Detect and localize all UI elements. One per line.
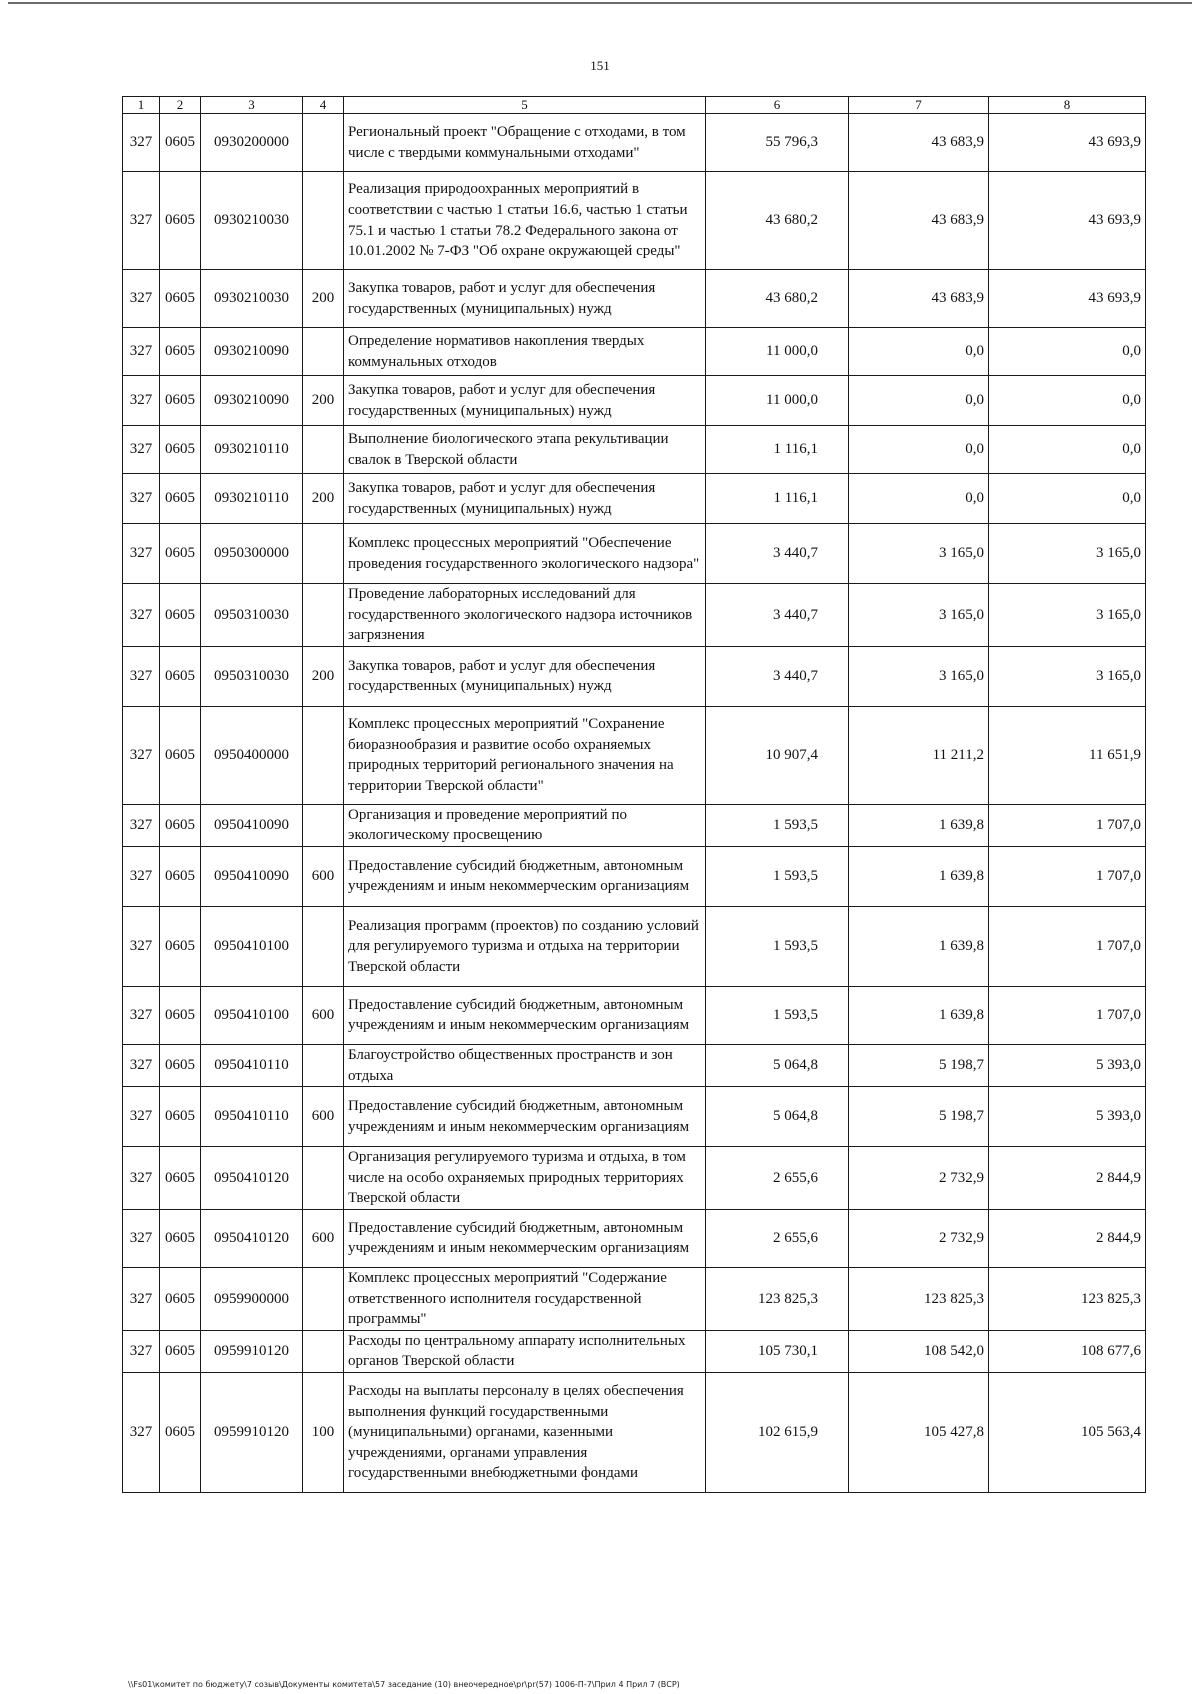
cell-target-article: 0950400000	[201, 706, 303, 804]
table-row	[123, 524, 1146, 584]
table-row	[123, 1087, 1146, 1147]
cell-section-code: 0605	[160, 524, 201, 584]
cell-description: Комплекс процессных мероприятий "Сохранение биоразнообразия и развитие особо охраняемых природных территорий регионального значения на территории Тверской области"	[344, 706, 706, 804]
cell-amount-col6: 5 064,8	[706, 1087, 849, 1147]
cell-description: Благоустройство общественных пространств и зон отдыха	[344, 1044, 706, 1086]
column-number-row	[123, 97, 1146, 114]
cell-amount-col7: 3 165,0	[849, 524, 989, 584]
cell-description: Закупка товаров, работ и услуг для обеспечения государственных (муниципальных) нужд	[344, 646, 706, 706]
cell-section-code: 0605	[160, 706, 201, 804]
table-row	[123, 1330, 1146, 1372]
cell-ministry-code: 327	[123, 846, 160, 906]
cell-expense-type	[303, 426, 344, 474]
table-row	[123, 804, 1146, 846]
cell-target-article: 0930210030	[201, 172, 303, 270]
cell-amount-col8: 1 707,0	[989, 906, 1146, 986]
table-row	[123, 1044, 1146, 1086]
cell-amount-col8: 43 693,9	[989, 114, 1146, 172]
cell-amount-col6: 10 907,4	[706, 706, 849, 804]
cell-amount-col6: 1 593,5	[706, 846, 849, 906]
cell-target-article: 0959900000	[201, 1267, 303, 1330]
cell-amount-col7: 0,0	[849, 474, 989, 524]
cell-section-code: 0605	[160, 1209, 201, 1267]
cell-section-code: 0605	[160, 1330, 201, 1372]
cell-amount-col8: 0,0	[989, 328, 1146, 376]
cell-ministry-code: 327	[123, 1087, 160, 1147]
cell-expense-type	[303, 1267, 344, 1330]
cell-amount-col8: 0,0	[989, 474, 1146, 524]
cell-amount-col6: 3 440,7	[706, 646, 849, 706]
cell-description: Определение нормативов накопления твердых коммунальных отходов	[344, 328, 706, 376]
cell-target-article: 0930210110	[201, 474, 303, 524]
cell-target-article: 0950410110	[201, 1087, 303, 1147]
cell-amount-col7: 0,0	[849, 426, 989, 474]
cell-target-article: 0950410110	[201, 1044, 303, 1086]
cell-amount-col8: 3 165,0	[989, 584, 1146, 647]
cell-ministry-code: 327	[123, 270, 160, 328]
cell-section-code: 0605	[160, 1267, 201, 1330]
cell-amount-col6: 1 116,1	[706, 474, 849, 524]
cell-expense-type: 600	[303, 846, 344, 906]
cell-description: Реализация природоохранных мероприятий в соответствии с частью 1 статьи 16.6, частью 1 статьи 75.1 и частью 1 статьи 78.2 Федерального закона от 10.01.2002 № 7-ФЗ "Об охране окружающей среды"	[344, 172, 706, 270]
cell-ministry-code: 327	[123, 1147, 160, 1210]
cell-ministry-code: 327	[123, 646, 160, 706]
cell-section-code: 0605	[160, 1087, 201, 1147]
cell-ministry-code: 327	[123, 1209, 160, 1267]
column-header-7: 7	[849, 97, 989, 114]
cell-ministry-code: 327	[123, 1372, 160, 1492]
cell-description: Закупка товаров, работ и услуг для обеспечения государственных (муниципальных) нужд	[344, 474, 706, 524]
table-row	[123, 706, 1146, 804]
cell-description: Закупка товаров, работ и услуг для обеспечения государственных (муниципальных) нужд	[344, 376, 706, 426]
cell-amount-col6: 43 680,2	[706, 172, 849, 270]
cell-target-article: 0950310030	[201, 584, 303, 647]
cell-expense-type	[303, 328, 344, 376]
cell-section-code: 0605	[160, 426, 201, 474]
cell-ministry-code: 327	[123, 1044, 160, 1086]
cell-section-code: 0605	[160, 906, 201, 986]
cell-amount-col8: 123 825,3	[989, 1267, 1146, 1330]
cell-target-article: 0950410100	[201, 986, 303, 1044]
table-body	[123, 97, 1146, 1493]
cell-amount-col8: 1 707,0	[989, 804, 1146, 846]
cell-amount-col8: 0,0	[989, 376, 1146, 426]
column-header-2: 2	[160, 97, 201, 114]
cell-description: Проведение лабораторных исследований для государственного экологического надзора источников загрязнения	[344, 584, 706, 647]
table-row	[123, 1372, 1146, 1492]
table-row	[123, 172, 1146, 270]
cell-target-article: 0950410120	[201, 1209, 303, 1267]
cell-description: Комплекс процессных мероприятий "Содержание ответственного исполнителя государственной программы"	[344, 1267, 706, 1330]
cell-amount-col8: 105 563,4	[989, 1372, 1146, 1492]
cell-description: Предоставление субсидий бюджетным, автономным учреждениям и иным некоммерческим организациям	[344, 986, 706, 1044]
cell-amount-col7: 3 165,0	[849, 584, 989, 647]
cell-amount-col8: 0,0	[989, 426, 1146, 474]
cell-expense-type	[303, 906, 344, 986]
table-row	[123, 474, 1146, 524]
cell-amount-col7: 5 198,7	[849, 1087, 989, 1147]
cell-ministry-code: 327	[123, 584, 160, 647]
cell-expense-type: 200	[303, 270, 344, 328]
file-path-footer: \\Fs01\комитет по бюджету\7 созыв\Документы комитета\57 заседание (10) внеочередное\pr\pr(57) 1006-П-7\Прил 4 Прил 7 (ВСР)	[128, 1680, 680, 1689]
cell-ministry-code: 327	[123, 114, 160, 172]
cell-target-article: 0950300000	[201, 524, 303, 584]
cell-amount-col7: 3 165,0	[849, 646, 989, 706]
cell-amount-col6: 1 593,5	[706, 986, 849, 1044]
cell-amount-col8: 3 165,0	[989, 524, 1146, 584]
cell-description: Предоставление субсидий бюджетным, автономным учреждениям и иным некоммерческим организациям	[344, 1209, 706, 1267]
table-row	[123, 584, 1146, 647]
cell-expense-type: 200	[303, 474, 344, 524]
cell-target-article: 0959910120	[201, 1372, 303, 1492]
cell-target-article: 0930210030	[201, 270, 303, 328]
cell-amount-col6: 1 593,5	[706, 906, 849, 986]
cell-amount-col8: 43 693,9	[989, 172, 1146, 270]
cell-target-article: 0930200000	[201, 114, 303, 172]
cell-ministry-code: 327	[123, 376, 160, 426]
cell-section-code: 0605	[160, 804, 201, 846]
cell-section-code: 0605	[160, 986, 201, 1044]
cell-amount-col7: 43 683,9	[849, 172, 989, 270]
cell-amount-col6: 2 655,6	[706, 1209, 849, 1267]
table-row	[123, 1267, 1146, 1330]
cell-amount-col8: 1 707,0	[989, 846, 1146, 906]
cell-amount-col7: 105 427,8	[849, 1372, 989, 1492]
cell-amount-col7: 1 639,8	[849, 804, 989, 846]
cell-target-article: 0930210110	[201, 426, 303, 474]
cell-amount-col8: 2 844,9	[989, 1147, 1146, 1210]
table-row	[123, 646, 1146, 706]
budget-table	[122, 96, 1146, 1493]
cell-expense-type: 200	[303, 646, 344, 706]
cell-expense-type: 100	[303, 1372, 344, 1492]
cell-description: Реализация программ (проектов) по созданию условий для регулируемого туризма и отдыха на территории Тверской области	[344, 906, 706, 986]
cell-expense-type	[303, 1330, 344, 1372]
cell-amount-col6: 3 440,7	[706, 524, 849, 584]
cell-amount-col6: 3 440,7	[706, 584, 849, 647]
cell-expense-type	[303, 172, 344, 270]
page-number: 151	[590, 58, 610, 73]
cell-amount-col7: 43 683,9	[849, 270, 989, 328]
cell-amount-col6: 5 064,8	[706, 1044, 849, 1086]
cell-expense-type	[303, 114, 344, 172]
cell-amount-col8: 3 165,0	[989, 646, 1146, 706]
cell-expense-type	[303, 1147, 344, 1210]
cell-description: Выполнение биологического этапа рекультивации свалок в Тверской области	[344, 426, 706, 474]
cell-description: Предоставление субсидий бюджетным, автономным учреждениям и иным некоммерческим организациям	[344, 1087, 706, 1147]
cell-expense-type	[303, 804, 344, 846]
cell-amount-col7: 1 639,8	[849, 986, 989, 1044]
column-header-3: 3	[201, 97, 303, 114]
column-header-8: 8	[989, 97, 1146, 114]
cell-expense-type	[303, 706, 344, 804]
cell-section-code: 0605	[160, 1044, 201, 1086]
table-row	[123, 426, 1146, 474]
cell-description: Предоставление субсидий бюджетным, автономным учреждениям и иным некоммерческим организациям	[344, 846, 706, 906]
table-row	[123, 376, 1146, 426]
cell-section-code: 0605	[160, 1147, 201, 1210]
cell-section-code: 0605	[160, 846, 201, 906]
cell-amount-col6: 11 000,0	[706, 376, 849, 426]
cell-target-article: 0950410090	[201, 846, 303, 906]
cell-expense-type: 600	[303, 1209, 344, 1267]
cell-amount-col7: 5 198,7	[849, 1044, 989, 1086]
cell-expense-type: 600	[303, 986, 344, 1044]
cell-target-article: 0950410100	[201, 906, 303, 986]
cell-ministry-code: 327	[123, 524, 160, 584]
cell-amount-col6: 2 655,6	[706, 1147, 849, 1210]
cell-section-code: 0605	[160, 474, 201, 524]
cell-expense-type	[303, 524, 344, 584]
cell-amount-col8: 5 393,0	[989, 1044, 1146, 1086]
cell-amount-col8: 5 393,0	[989, 1087, 1146, 1147]
cell-target-article: 0930210090	[201, 328, 303, 376]
cell-section-code: 0605	[160, 646, 201, 706]
table-row	[123, 114, 1146, 172]
table-row	[123, 1147, 1146, 1210]
cell-description: Региональный проект "Обращение с отходами, в том числе с твердыми коммунальными отходами"	[344, 114, 706, 172]
cell-amount-col8: 1 707,0	[989, 986, 1146, 1044]
cell-amount-col7: 1 639,8	[849, 906, 989, 986]
cell-amount-col7: 123 825,3	[849, 1267, 989, 1330]
cell-amount-col8: 11 651,9	[989, 706, 1146, 804]
scan-edge-line	[8, 2, 1192, 4]
cell-description: Расходы на выплаты персоналу в целях обеспечения выполнения функций государственными (муниципальными) органами, казенными учреждениями, органами управления государственными внебюджетными фондами	[344, 1372, 706, 1492]
cell-ministry-code: 327	[123, 1267, 160, 1330]
cell-target-article: 0930210090	[201, 376, 303, 426]
table-row	[123, 1209, 1146, 1267]
cell-amount-col6: 1 593,5	[706, 804, 849, 846]
cell-section-code: 0605	[160, 1372, 201, 1492]
cell-ministry-code: 327	[123, 474, 160, 524]
cell-expense-type: 200	[303, 376, 344, 426]
cell-section-code: 0605	[160, 270, 201, 328]
cell-expense-type	[303, 584, 344, 647]
table-row	[123, 270, 1146, 328]
cell-amount-col6: 11 000,0	[706, 328, 849, 376]
cell-section-code: 0605	[160, 328, 201, 376]
column-header-5: 5	[344, 97, 706, 114]
cell-ministry-code: 327	[123, 906, 160, 986]
cell-amount-col6: 55 796,3	[706, 114, 849, 172]
table-row	[123, 846, 1146, 906]
cell-amount-col7: 1 639,8	[849, 846, 989, 906]
cell-section-code: 0605	[160, 376, 201, 426]
column-header-4: 4	[303, 97, 344, 114]
cell-section-code: 0605	[160, 114, 201, 172]
cell-expense-type: 600	[303, 1087, 344, 1147]
cell-description: Расходы по центральному аппарату исполнительных органов Тверской области	[344, 1330, 706, 1372]
cell-expense-type	[303, 1044, 344, 1086]
cell-target-article: 0950410090	[201, 804, 303, 846]
cell-amount-col6: 43 680,2	[706, 270, 849, 328]
table-row	[123, 986, 1146, 1044]
table-row	[123, 328, 1146, 376]
cell-amount-col7: 43 683,9	[849, 114, 989, 172]
column-header-1: 1	[123, 97, 160, 114]
cell-target-article: 0950410120	[201, 1147, 303, 1210]
table-row	[123, 906, 1146, 986]
cell-ministry-code: 327	[123, 986, 160, 1044]
cell-ministry-code: 327	[123, 172, 160, 270]
cell-ministry-code: 327	[123, 1330, 160, 1372]
cell-amount-col7: 0,0	[849, 328, 989, 376]
cell-ministry-code: 327	[123, 328, 160, 376]
cell-amount-col6: 1 116,1	[706, 426, 849, 474]
cell-ministry-code: 327	[123, 804, 160, 846]
cell-section-code: 0605	[160, 584, 201, 647]
cell-ministry-code: 327	[123, 706, 160, 804]
cell-amount-col7: 2 732,9	[849, 1209, 989, 1267]
cell-target-article: 0950310030	[201, 646, 303, 706]
cell-description: Комплекс процессных мероприятий "Обеспечение проведения государственного экологического надзора"	[344, 524, 706, 584]
cell-amount-col7: 11 211,2	[849, 706, 989, 804]
cell-description: Закупка товаров, работ и услуг для обеспечения государственных (муниципальных) нужд	[344, 270, 706, 328]
cell-amount-col7: 2 732,9	[849, 1147, 989, 1210]
cell-section-code: 0605	[160, 172, 201, 270]
cell-amount-col8: 43 693,9	[989, 270, 1146, 328]
cell-amount-col7: 0,0	[849, 376, 989, 426]
column-header-6: 6	[706, 97, 849, 114]
cell-amount-col6: 102 615,9	[706, 1372, 849, 1492]
cell-amount-col7: 108 542,0	[849, 1330, 989, 1372]
cell-description: Организация регулируемого туризма и отдыха, в том числе на особо охраняемых природных территориях Тверской области	[344, 1147, 706, 1210]
cell-description: Организация и проведение мероприятий по экологическому просвещению	[344, 804, 706, 846]
cell-amount-col6: 105 730,1	[706, 1330, 849, 1372]
cell-ministry-code: 327	[123, 426, 160, 474]
cell-amount-col8: 108 677,6	[989, 1330, 1146, 1372]
cell-target-article: 0959910120	[201, 1330, 303, 1372]
cell-amount-col6: 123 825,3	[706, 1267, 849, 1330]
cell-amount-col8: 2 844,9	[989, 1209, 1146, 1267]
